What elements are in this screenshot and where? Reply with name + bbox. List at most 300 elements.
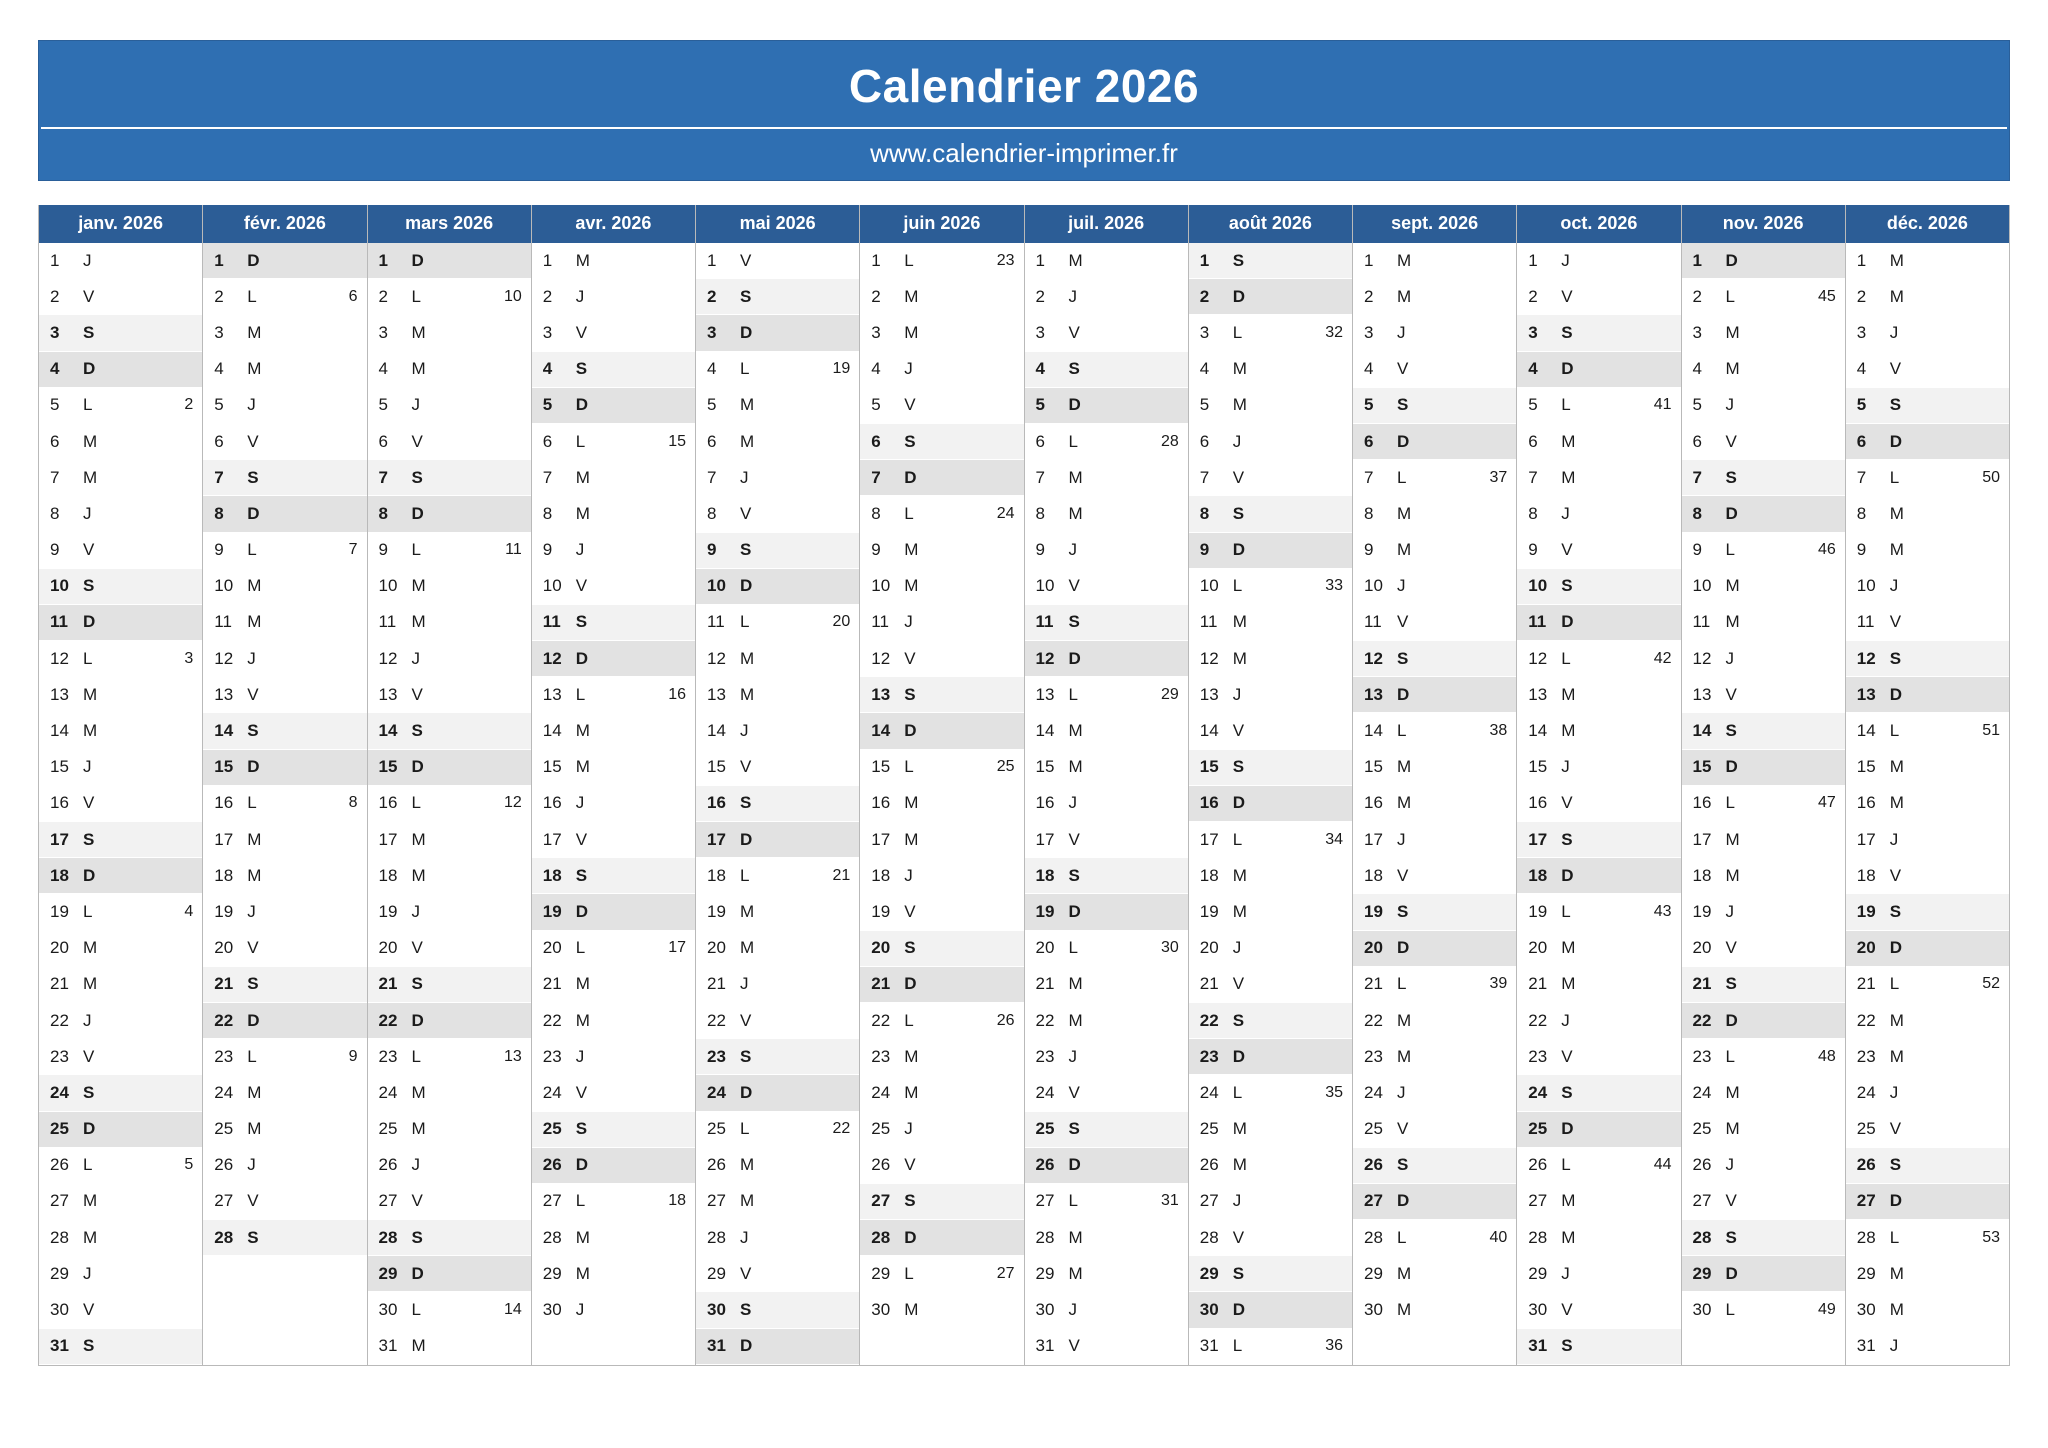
- day-row: [1189, 388, 1352, 424]
- day-of-week: M: [247, 865, 262, 885]
- day-number: 9: [378, 540, 388, 560]
- day-number: 21: [871, 974, 891, 994]
- day-row: [860, 822, 1023, 858]
- day-number: 31: [378, 1336, 398, 1356]
- day-of-week: V: [83, 540, 95, 560]
- day-row: [203, 1112, 366, 1148]
- day-of-week: V: [1725, 684, 1737, 704]
- day-row: [1682, 786, 1845, 822]
- day-row: [1682, 822, 1845, 858]
- day-of-week: L: [904, 250, 914, 270]
- day-of-week: D: [83, 1119, 96, 1139]
- day-row: [696, 1220, 859, 1256]
- day-row: [1517, 713, 1680, 749]
- day-number: 9: [1528, 540, 1538, 560]
- day-row: [368, 388, 531, 424]
- day-of-week: S: [904, 1191, 916, 1211]
- day-of-week: J: [83, 1263, 92, 1283]
- day-of-week: D: [1561, 359, 1574, 379]
- day-number: 3: [1199, 322, 1210, 342]
- day-of-week: L: [247, 286, 257, 306]
- day-row: [1025, 641, 1188, 677]
- day-row: [1353, 1184, 1516, 1220]
- day-of-week: M: [575, 250, 590, 270]
- day-row: [532, 279, 695, 315]
- day-row: [532, 460, 695, 496]
- day-of-week: J: [247, 1155, 256, 1175]
- day-number: 10: [1199, 576, 1219, 596]
- day-row: [1025, 279, 1188, 315]
- day-number: 23: [1035, 1046, 1055, 1066]
- day-of-week: D: [1725, 1010, 1738, 1030]
- week-number: 15: [668, 432, 686, 450]
- day-of-week: J: [411, 395, 420, 415]
- day-of-week: S: [1561, 1336, 1573, 1356]
- day-number: 24: [1528, 1082, 1548, 1102]
- day-of-week: S: [1725, 974, 1737, 994]
- day-row: [1025, 677, 1188, 713]
- day-row: [696, 677, 859, 713]
- day-number: 7: [1856, 467, 1867, 487]
- day-of-week: S: [411, 1227, 423, 1247]
- day-row: [1517, 786, 1680, 822]
- day-of-week: S: [1561, 576, 1573, 596]
- day-of-week: V: [740, 503, 752, 523]
- day-of-week: L: [411, 540, 421, 560]
- site-url: www.calendrier-imprimer.fr: [870, 138, 1178, 168]
- week-number: 38: [1489, 722, 1508, 740]
- day-row: [1189, 786, 1352, 822]
- day-number: 25: [50, 1119, 69, 1139]
- day-of-week: M: [411, 1336, 426, 1356]
- day-of-week: S: [575, 865, 588, 885]
- week-number: 35: [1325, 1083, 1343, 1101]
- day-of-week: L: [1561, 901, 1571, 921]
- day-of-week: V: [575, 322, 588, 342]
- day-row: [860, 750, 1023, 786]
- day-number: 28: [1364, 1227, 1383, 1247]
- day-row: [696, 1039, 859, 1075]
- day-number: 28: [1035, 1227, 1055, 1247]
- day-row: [1353, 569, 1516, 605]
- month-header: mars 2026: [368, 205, 531, 243]
- day-number: 31: [1199, 1336, 1219, 1356]
- day-number: 30: [1364, 1300, 1383, 1320]
- day-of-week: M: [1889, 1300, 1904, 1320]
- day-of-week: M: [83, 1191, 98, 1211]
- day-of-week: S: [1725, 467, 1737, 487]
- day-row: [39, 1039, 202, 1075]
- day-number: 22: [1528, 1010, 1548, 1030]
- day-number: 10: [871, 576, 891, 596]
- day-number: 10: [1692, 576, 1712, 596]
- week-number: 34: [1325, 830, 1343, 848]
- day-number: 26: [1199, 1155, 1219, 1175]
- day-row: [203, 1148, 366, 1184]
- day-of-week: M: [1068, 467, 1083, 487]
- day-of-week: V: [83, 1300, 95, 1320]
- day-row-empty: [1682, 1329, 1845, 1365]
- day-row: [1025, 388, 1188, 424]
- day-row: [39, 894, 202, 930]
- day-row: [1189, 858, 1352, 894]
- day-of-week: J: [740, 974, 749, 994]
- day-number: 14: [214, 721, 234, 741]
- day-row: [1353, 1256, 1516, 1292]
- day-row: [368, 1184, 531, 1220]
- day-number: 16: [1035, 793, 1055, 813]
- day-of-week: S: [411, 721, 423, 741]
- day-of-week: J: [904, 359, 913, 379]
- day-row: [1025, 1329, 1188, 1365]
- day-number: 20: [378, 938, 398, 958]
- day-number: 16: [1856, 793, 1876, 813]
- day-row: [1517, 605, 1680, 641]
- day-row: [1846, 641, 2009, 677]
- day-row: [532, 496, 695, 532]
- day-row: [1682, 569, 1845, 605]
- day-number: 30: [378, 1300, 398, 1320]
- day-number: 29: [1035, 1263, 1055, 1283]
- day-row: [1517, 894, 1680, 930]
- day-row: [860, 569, 1023, 605]
- day-row: [532, 1292, 695, 1328]
- day-row: [203, 750, 366, 786]
- day-row: [696, 243, 859, 279]
- day-row: [1025, 424, 1188, 460]
- day-number: 31: [1856, 1336, 1876, 1356]
- day-row: [1846, 931, 2009, 967]
- week-number: 50: [1982, 468, 2000, 486]
- day-number: 2: [707, 286, 717, 306]
- day-row: [696, 967, 859, 1003]
- day-of-week: V: [1232, 974, 1245, 994]
- day-of-week: J: [575, 1300, 585, 1320]
- day-number: 24: [50, 1082, 69, 1102]
- day-of-week: D: [1561, 1119, 1574, 1139]
- day-number: 1: [871, 250, 881, 270]
- day-number: 13: [1199, 684, 1219, 704]
- day-number: 2: [1856, 286, 1867, 306]
- week-number: 8: [348, 794, 358, 812]
- day-row: [860, 1039, 1023, 1075]
- day-of-week: M: [247, 576, 262, 596]
- day-row: [860, 1148, 1023, 1184]
- day-of-week: S: [1397, 395, 1409, 415]
- day-of-week: J: [411, 901, 420, 921]
- day-row: [532, 677, 695, 713]
- day-row: [1189, 967, 1352, 1003]
- day-row: [1517, 1184, 1680, 1220]
- day-of-week: J: [575, 793, 585, 813]
- day-of-week: V: [1232, 467, 1245, 487]
- day-row: [1517, 533, 1680, 569]
- day-number: 12: [1035, 648, 1055, 668]
- day-row: [203, 967, 366, 1003]
- day-of-week: L: [1068, 431, 1078, 451]
- day-number: 29: [707, 1263, 726, 1283]
- day-of-week: M: [1397, 757, 1412, 777]
- day-number: 14: [707, 721, 726, 741]
- day-row: [532, 641, 695, 677]
- day-of-week: D: [1889, 1191, 1903, 1211]
- day-of-week: L: [740, 1119, 750, 1139]
- day-number: 23: [542, 1046, 562, 1066]
- day-number: 7: [214, 467, 224, 487]
- week-number: 9: [348, 1047, 358, 1065]
- day-number: 20: [1692, 938, 1712, 958]
- day-row: [1682, 677, 1845, 713]
- day-number: 6: [871, 431, 881, 451]
- day-number: 18: [214, 865, 234, 885]
- day-number: 22: [1199, 1010, 1219, 1030]
- month-header: mai 2026: [696, 205, 859, 243]
- day-number: 27: [1692, 1191, 1712, 1211]
- day-of-week: M: [740, 395, 755, 415]
- day-row: [860, 605, 1023, 641]
- day-of-week: L: [411, 1300, 421, 1320]
- month-column: [531, 205, 695, 1366]
- week-number: 27: [996, 1264, 1015, 1282]
- day-of-week: V: [1561, 286, 1573, 306]
- day-number: 12: [871, 648, 891, 668]
- day-of-week: M: [575, 1263, 590, 1283]
- day-of-week: V: [1725, 431, 1737, 451]
- day-number: 1: [1199, 250, 1210, 270]
- week-number: 20: [832, 613, 851, 631]
- day-of-week: L: [411, 793, 421, 813]
- day-row: [1846, 315, 2009, 351]
- day-of-week: V: [575, 576, 588, 596]
- day-number: 28: [50, 1227, 69, 1247]
- day-row: [1189, 315, 1352, 351]
- day-of-week: D: [1232, 1300, 1246, 1320]
- day-of-week: M: [1232, 612, 1247, 632]
- day-row: [203, 713, 366, 749]
- day-number: 10: [50, 576, 69, 596]
- day-number: 1: [1364, 250, 1374, 270]
- day-row: [368, 750, 531, 786]
- day-row: [532, 1003, 695, 1039]
- day-of-week: D: [740, 322, 753, 342]
- day-row: [39, 279, 202, 315]
- day-row: [696, 1075, 859, 1111]
- day-of-week: D: [1232, 1046, 1246, 1066]
- month-column: [1681, 205, 1845, 1366]
- day-number: 21: [1364, 974, 1383, 994]
- day-of-week: D: [575, 901, 589, 921]
- day-of-week: M: [411, 576, 426, 596]
- day-row: [1846, 605, 2009, 641]
- day-row: [1353, 822, 1516, 858]
- day-of-week: V: [904, 395, 916, 415]
- day-number: 27: [1528, 1191, 1548, 1211]
- day-row: [203, 315, 366, 351]
- day-of-week: S: [83, 576, 95, 596]
- day-row: [1682, 750, 1845, 786]
- day-of-week: V: [1397, 1119, 1409, 1139]
- day-number: 8: [50, 503, 60, 523]
- month-header: janv. 2026: [39, 205, 202, 243]
- day-row: [39, 1075, 202, 1111]
- day-row: [532, 1220, 695, 1256]
- day-of-week: J: [1725, 1155, 1734, 1175]
- day-row: [1682, 352, 1845, 388]
- day-row: [39, 1256, 202, 1292]
- day-row: [1682, 279, 1845, 315]
- day-row: [860, 533, 1023, 569]
- page-header: [38, 40, 2010, 181]
- calendar-grid: [38, 205, 2010, 1366]
- day-row: [1025, 894, 1188, 930]
- day-row: [1189, 496, 1352, 532]
- day-row: [203, 243, 366, 279]
- day-of-week: S: [247, 974, 259, 994]
- day-number: 30: [1856, 1300, 1876, 1320]
- day-of-week: M: [411, 1082, 426, 1102]
- day-row: [1189, 279, 1352, 315]
- day-number: 27: [50, 1191, 69, 1211]
- day-of-week: M: [1232, 648, 1247, 668]
- day-number: 15: [1364, 757, 1383, 777]
- day-number: 1: [1035, 250, 1045, 270]
- month-days: [860, 243, 1023, 1366]
- day-number: 17: [1199, 829, 1219, 849]
- day-of-week: M: [1561, 431, 1576, 451]
- day-number: 10: [1035, 576, 1055, 596]
- month-days: [1846, 243, 2009, 1366]
- day-number: 9: [1856, 540, 1867, 560]
- day-number: 29: [1528, 1263, 1548, 1283]
- day-number: 9: [50, 540, 60, 560]
- day-number: 4: [871, 359, 881, 379]
- day-number: 26: [1364, 1155, 1383, 1175]
- day-of-week: L: [1232, 576, 1243, 596]
- day-row: [1517, 1256, 1680, 1292]
- month-column: [1516, 205, 1680, 1366]
- day-row: [696, 822, 859, 858]
- day-number: 21: [1856, 974, 1876, 994]
- day-row: [203, 352, 366, 388]
- month-days: [368, 243, 531, 1366]
- day-of-week: D: [740, 829, 753, 849]
- day-number: 21: [1692, 974, 1712, 994]
- day-number: 28: [1692, 1227, 1712, 1247]
- day-of-week: J: [1232, 938, 1242, 958]
- month-days: [1025, 243, 1188, 1366]
- day-of-week: S: [1068, 612, 1080, 632]
- day-of-week: S: [83, 322, 95, 342]
- day-row: [860, 460, 1023, 496]
- day-number: 26: [707, 1155, 726, 1175]
- day-row: [1682, 315, 1845, 351]
- day-of-week: J: [1889, 1336, 1899, 1356]
- month-column: [202, 205, 366, 1366]
- day-of-week: M: [904, 576, 919, 596]
- day-of-week: L: [411, 1046, 421, 1066]
- day-row: [1353, 967, 1516, 1003]
- day-of-week: J: [1561, 1263, 1570, 1283]
- day-row: [1025, 533, 1188, 569]
- day-number: 9: [1692, 540, 1702, 560]
- day-of-week: J: [1561, 503, 1570, 523]
- day-row: [1353, 605, 1516, 641]
- day-number: 3: [1035, 322, 1045, 342]
- day-number: 12: [1692, 648, 1712, 668]
- day-of-week: V: [1068, 1336, 1080, 1356]
- day-row: [696, 1256, 859, 1292]
- day-row: [696, 1329, 859, 1365]
- day-row: [1846, 1184, 2009, 1220]
- week-number: 6: [348, 287, 358, 305]
- day-number: 11: [1528, 612, 1547, 632]
- day-row: [1353, 279, 1516, 315]
- day-number: 13: [1528, 684, 1548, 704]
- day-row: [1189, 1003, 1352, 1039]
- day-number: 27: [1856, 1191, 1876, 1211]
- day-number: 5: [1035, 395, 1045, 415]
- day-row: [1846, 533, 2009, 569]
- day-row: [1517, 279, 1680, 315]
- day-of-week: S: [1232, 1010, 1245, 1030]
- day-of-week: S: [1889, 395, 1902, 415]
- day-number: 31: [707, 1336, 726, 1356]
- day-row: [368, 279, 531, 315]
- day-of-week: J: [411, 1155, 420, 1175]
- day-of-week: J: [83, 757, 92, 777]
- day-row: [1846, 243, 2009, 279]
- day-row: [696, 931, 859, 967]
- day-number: 22: [871, 1010, 891, 1030]
- day-row: [203, 533, 366, 569]
- day-row: [1846, 279, 2009, 315]
- day-of-week: L: [575, 938, 586, 958]
- day-number: 6: [542, 431, 553, 451]
- day-number: 11: [542, 612, 561, 632]
- day-of-week: J: [1561, 250, 1570, 270]
- day-row: [368, 786, 531, 822]
- day-of-week: M: [1068, 757, 1083, 777]
- day-number: 8: [1692, 503, 1702, 523]
- day-number: 14: [50, 721, 69, 741]
- day-number: 8: [1364, 503, 1374, 523]
- week-number: 3: [184, 649, 194, 667]
- day-row: [203, 1075, 366, 1111]
- day-of-week: J: [904, 612, 913, 632]
- day-of-week: S: [247, 467, 259, 487]
- week-number: 19: [832, 360, 851, 378]
- day-number: 9: [1364, 540, 1374, 560]
- day-of-week: V: [1889, 865, 1902, 885]
- day-number: 27: [214, 1191, 234, 1211]
- day-row: [532, 352, 695, 388]
- day-number: 29: [1692, 1263, 1712, 1283]
- day-row: [1682, 1148, 1845, 1184]
- day-number: 26: [871, 1155, 891, 1175]
- day-number: 15: [378, 757, 398, 777]
- day-row: [368, 1292, 531, 1328]
- day-row: [1846, 894, 2009, 930]
- day-number: 30: [50, 1300, 69, 1320]
- day-row: [1846, 1220, 2009, 1256]
- day-of-week: M: [1068, 1263, 1083, 1283]
- day-of-week: L: [1561, 1155, 1571, 1175]
- day-of-week: L: [1889, 974, 1900, 994]
- day-number: 25: [707, 1119, 726, 1139]
- day-number: 22: [214, 1010, 234, 1030]
- day-number: 8: [1528, 503, 1538, 523]
- day-of-week: S: [247, 721, 259, 741]
